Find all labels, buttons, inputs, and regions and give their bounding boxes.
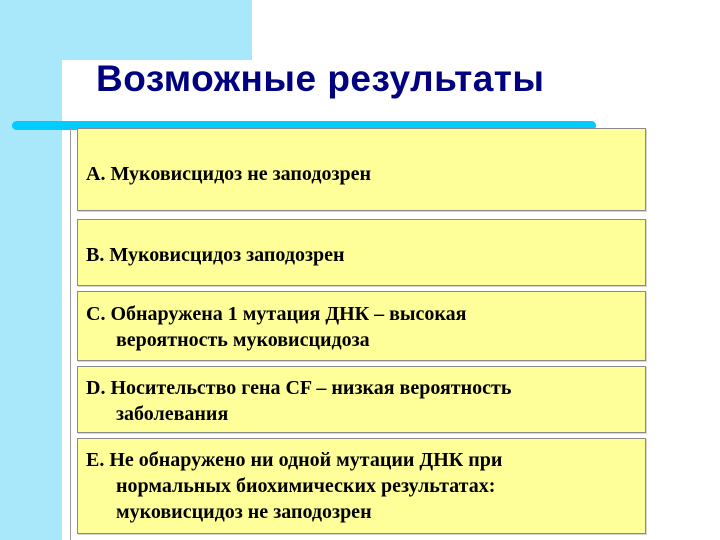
result-box-b xyxy=(77,219,646,286)
result-b-line-1: B. Муковисцидоз заподозрен xyxy=(86,244,345,266)
result-e-line-2: нормальных биохимических результатах: xyxy=(116,475,496,497)
result-d-line-2: заболевания xyxy=(116,403,229,425)
result-d-line-1: D. Носительство гена CF – низкая вероятность xyxy=(86,377,512,399)
left-decor-bar xyxy=(0,0,62,540)
result-box-d xyxy=(77,366,646,433)
result-c-line-2: вероятность муковисцидоза xyxy=(116,329,370,351)
result-e-line-1: E. Не обнаружено ни одной мутации ДНК при xyxy=(86,449,503,471)
corner-decor-block xyxy=(0,0,252,60)
result-a-line-1: A. Муковисцидоз не заподозрен xyxy=(86,163,372,185)
result-e-line-3: муковисцидоз не заподозрен xyxy=(116,501,372,523)
vertical-divider xyxy=(70,128,71,540)
result-box-c xyxy=(77,291,646,361)
result-c-line-1: C. Обнаружена 1 мутация ДНК – высокая xyxy=(86,303,467,325)
result-box-a xyxy=(77,128,646,211)
slide-title: Возможные результаты xyxy=(96,58,545,99)
result-box-e xyxy=(77,438,646,534)
